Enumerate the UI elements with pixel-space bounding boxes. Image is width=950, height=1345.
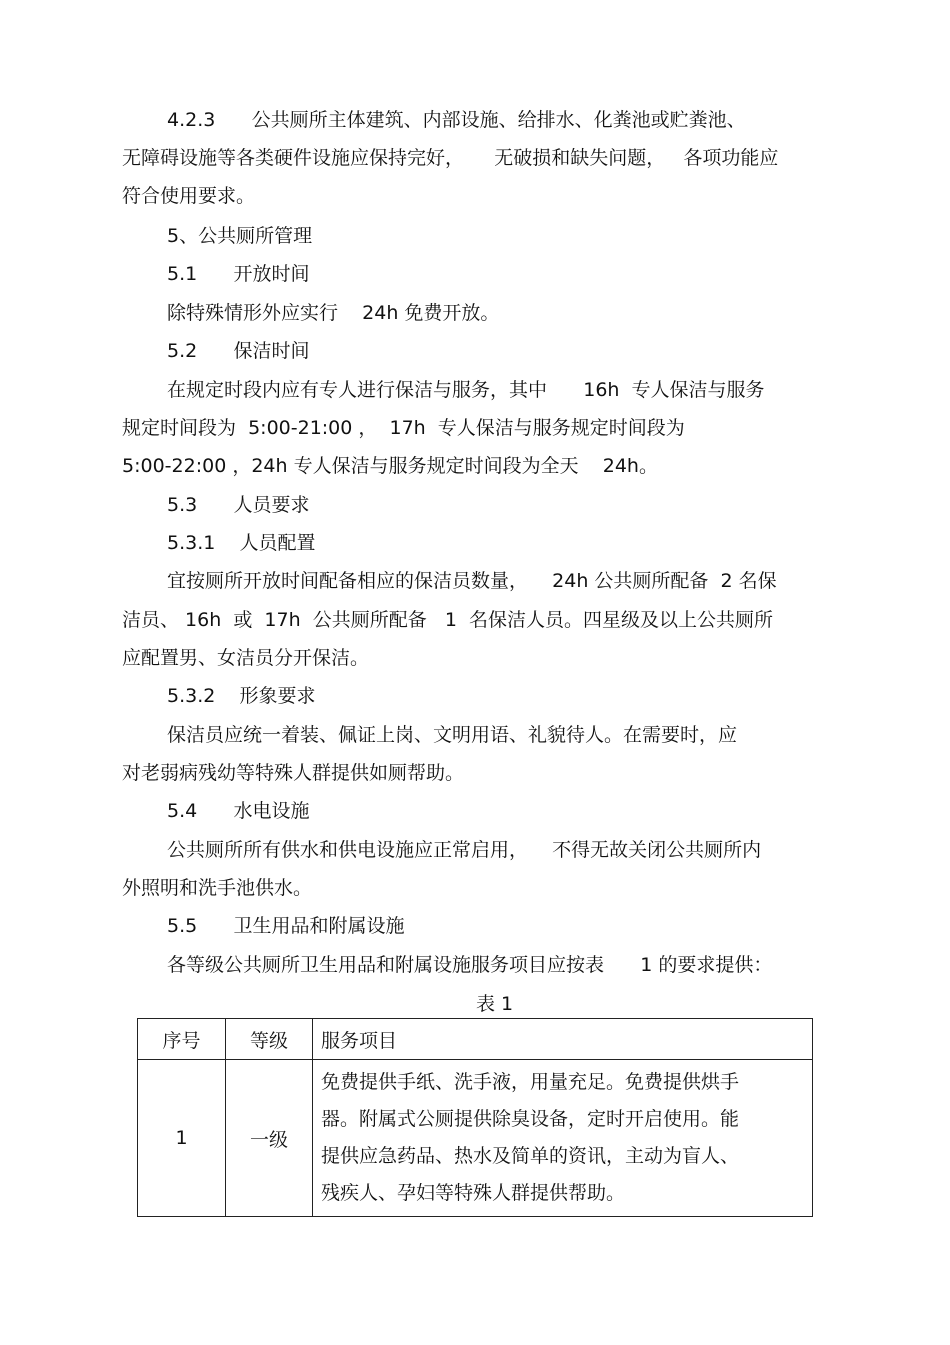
- text-line-18: 对老弱病残幼等特殊人群提供如厕帮助。: [122, 762, 465, 784]
- text-line-9: 规定时间段为 5:00-21:00 ， 17h 专人保洁与服务规定时间段为: [122, 417, 685, 439]
- text-line-8: 在规定时段内应有专人进行保洁与服务，其中 16h 专人保洁与服务: [167, 379, 765, 401]
- service-line: 器。附属式公厕提供除臭设备，定时开启使用。能: [321, 1108, 740, 1130]
- cell-level: 一级: [226, 1060, 313, 1217]
- heading-5-1: 5.1 开放时间: [167, 263, 310, 285]
- service-table: [137, 1018, 813, 1217]
- header-no: 序号: [138, 1019, 226, 1060]
- text-line-20: 公共厕所所有供水和供电设施应正常启用， 不得无故关闭公共厕所内: [167, 839, 762, 861]
- text-line-21: 外照明和洗手池供水。: [122, 877, 313, 899]
- text-line-10: 5:00-22:00 ，24h 专人保洁与服务规定时间段为全天 24h。: [122, 455, 658, 477]
- heading-5-3-2: 5.3.2 形象要求: [167, 685, 316, 707]
- text-line-23: 各等级公共厕所卫生用品和附属设施服务项目应按表 1 的要求提供：: [167, 954, 773, 976]
- table-header-row: [138, 1019, 813, 1060]
- text-line-15: 应配置男、女洁员分开保洁。: [122, 647, 370, 669]
- text-line-3: 符合使用要求。: [122, 185, 256, 207]
- heading-5-3: 5.3 人员要求: [167, 494, 310, 516]
- heading-5-5: 5.5 卫生用品和附属设施: [167, 915, 405, 937]
- heading-5-4: 5.4 水电设施: [167, 800, 310, 822]
- text-line-17: 保洁员应统一着装、佩证上岗、文明用语、礼貌待人。在需要时，应: [167, 724, 738, 746]
- table-caption: 表 1: [476, 993, 514, 1015]
- section-heading-5: 5、公共厕所管理: [167, 225, 313, 247]
- text-line-1: 4.2.3 公共厕所主体建筑、内部设施、给排水、化粪池或贮粪池、: [167, 109, 746, 131]
- heading-5-3-1: 5.3.1 人员配置: [167, 532, 316, 554]
- service-line: 提供应急药品、热水及简单的资讯，主动为盲人、: [321, 1145, 740, 1167]
- text-line-13: 宜按厕所开放时间配备相应的保洁员数量， 24h 公共厕所配备 2 名保: [167, 570, 777, 592]
- text-line-14: 洁员、 16h 或 17h 公共厕所配备 1 名保洁人员。四星级及以上公共厕所: [122, 609, 774, 631]
- text-line-6: 除特殊情形外应实行 24h 免费开放。: [167, 302, 500, 324]
- cell-service: [313, 1060, 813, 1217]
- service-line: 免费提供手纸、洗手液，用量充足。免费提供烘手: [321, 1071, 740, 1093]
- header-level: 等级: [226, 1019, 313, 1060]
- service-line: 残疾人、孕妇等特殊人群提供帮助。: [321, 1182, 626, 1204]
- cell-no: 1: [138, 1060, 226, 1217]
- heading-5-2: 5.2 保洁时间: [167, 340, 310, 362]
- table-row: [138, 1060, 813, 1217]
- text-line-2: 无障碍设施等各类硬件设施应保持完好， 无破损和缺失问题， 各项功能应: [122, 147, 779, 169]
- header-service: 服务项目: [313, 1019, 813, 1060]
